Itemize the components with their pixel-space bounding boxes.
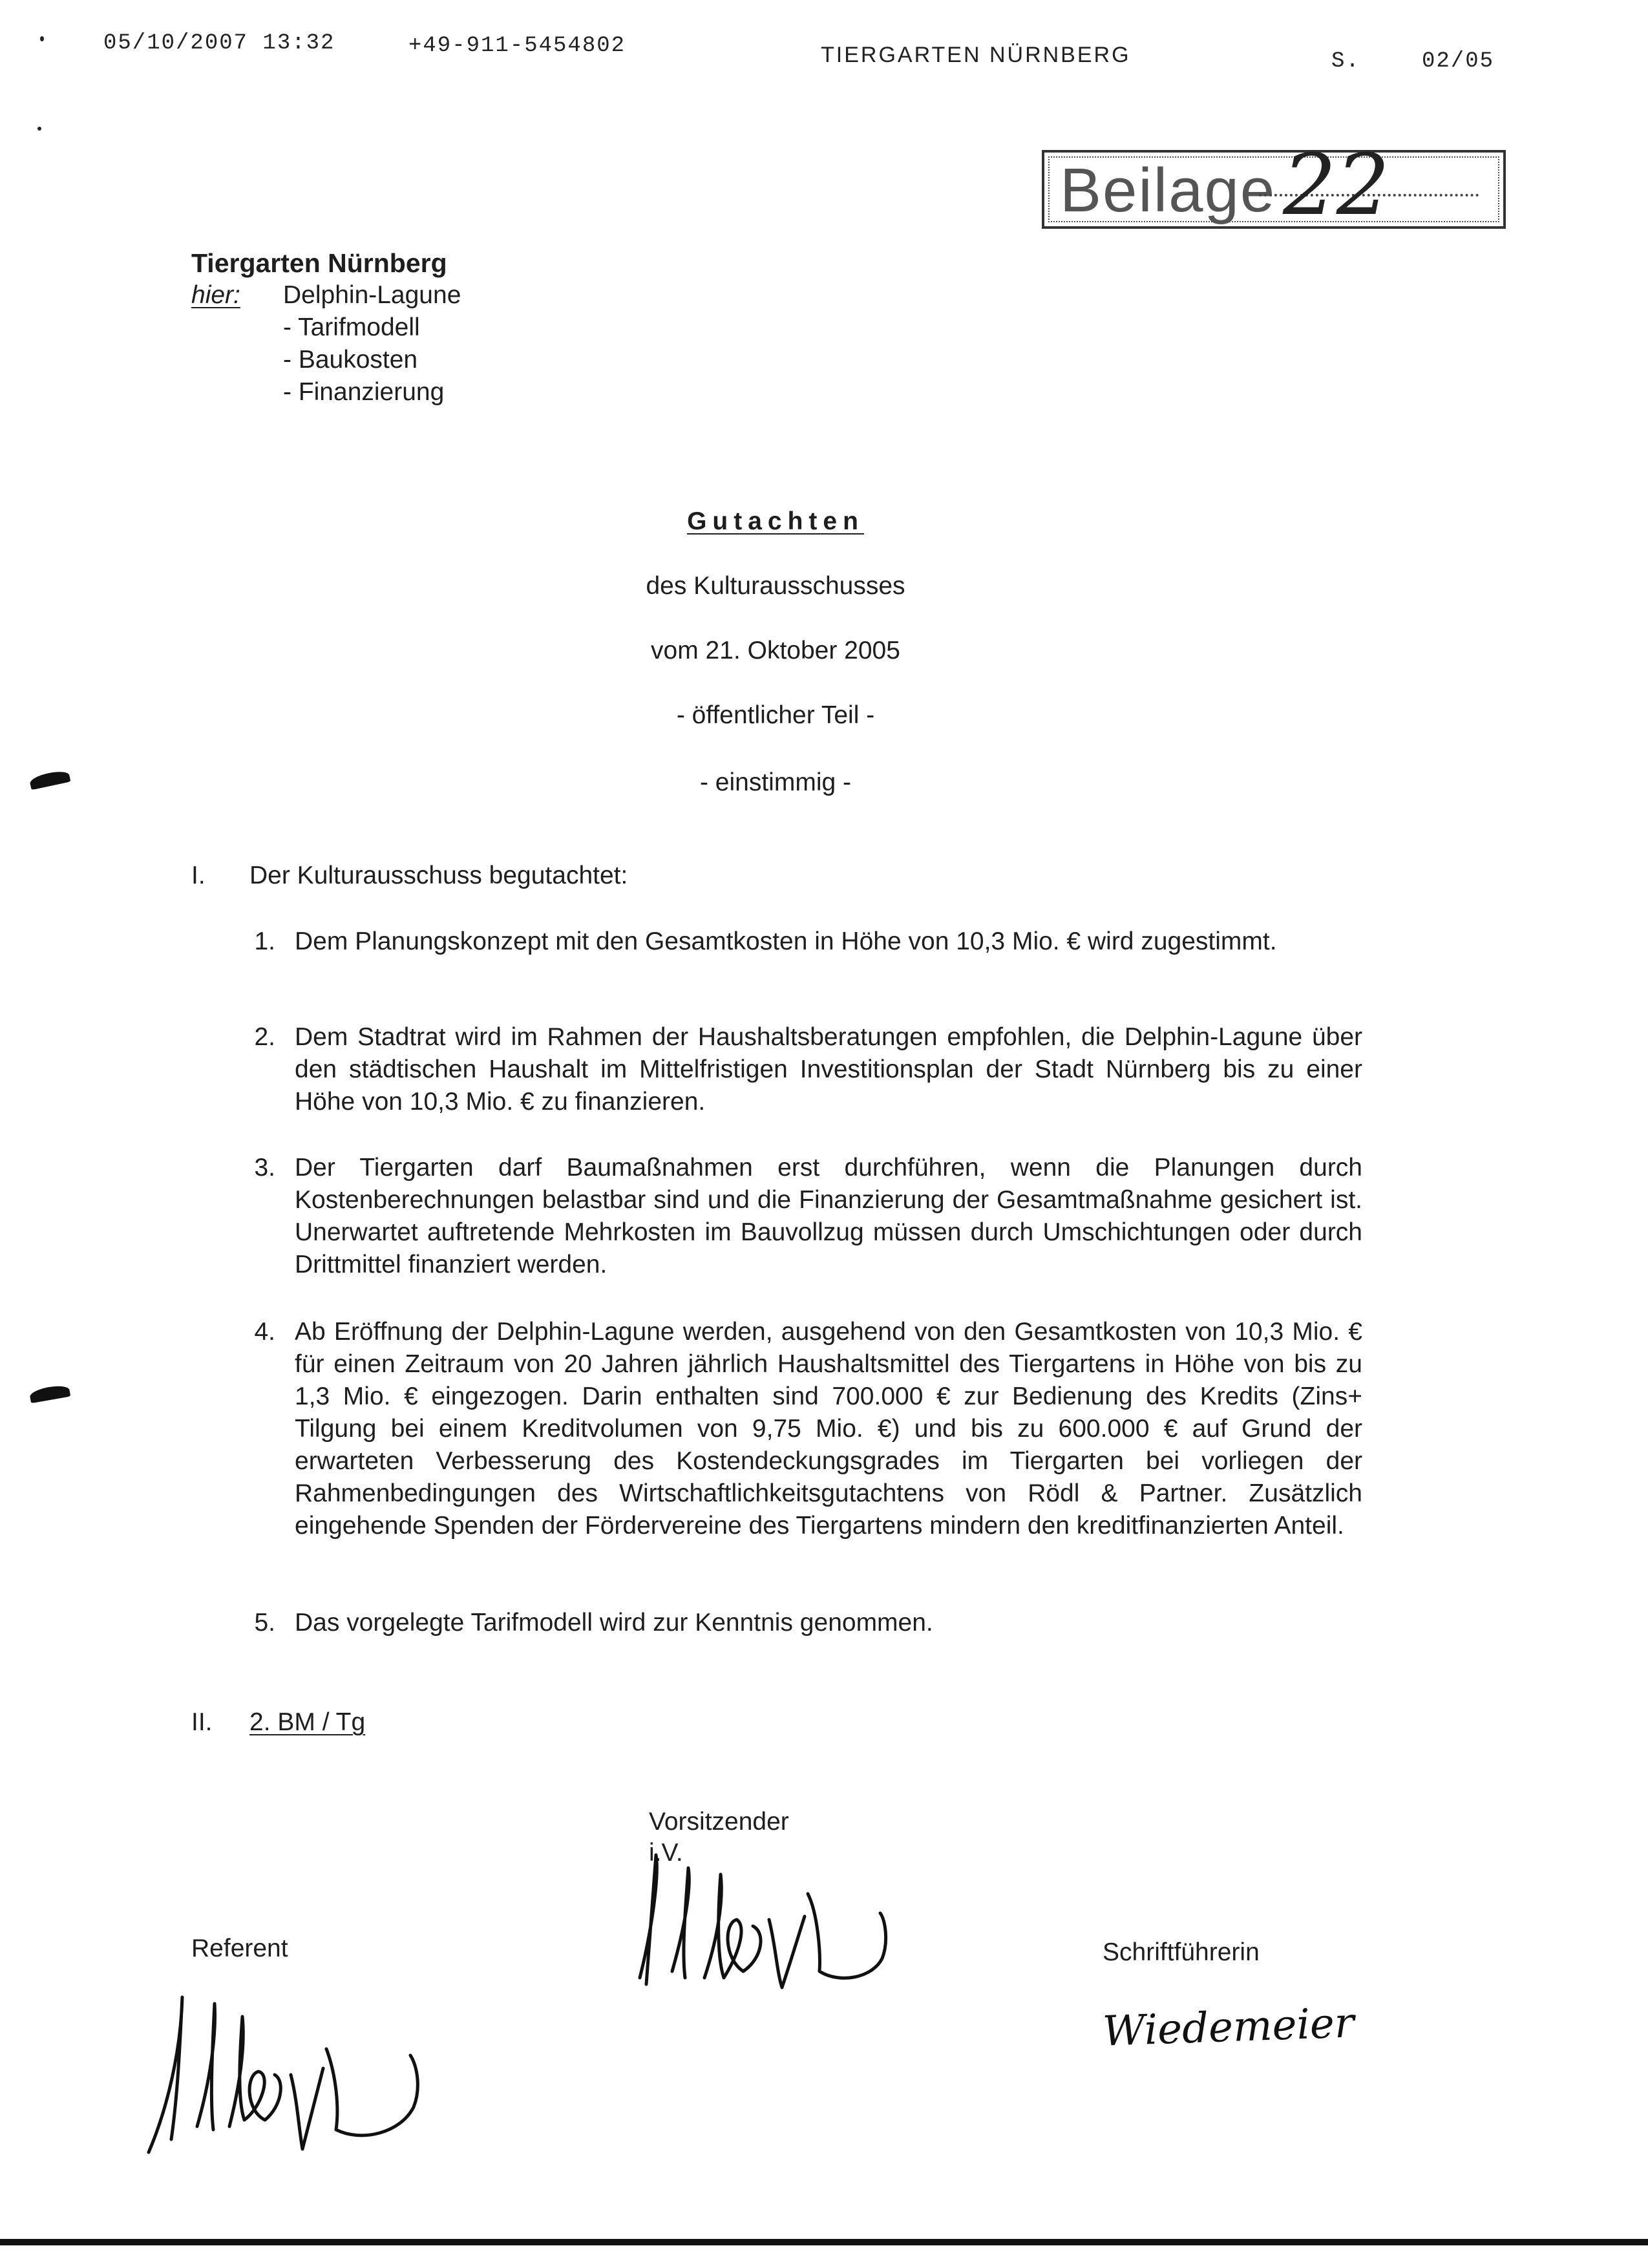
clerk-signature-text: Wiedemeier [1101, 1999, 1355, 2056]
title-committee: des Kulturausschusses [646, 572, 905, 600]
fax-sender: TIERGARTEN NÜRNBERG [821, 43, 1131, 67]
title-unanimous: - einstimmig - [699, 768, 852, 796]
subject: Delphin-Lagune [283, 281, 461, 309]
fax-page: 02/05 [1422, 49, 1495, 74]
punch-mark [29, 769, 71, 790]
org-name: Tiergarten Nürnberg [191, 248, 447, 278]
item-4-number: 4. [254, 1318, 275, 1346]
scan-speck [37, 127, 41, 131]
referent-label: Referent [191, 1934, 288, 1962]
section-1-intro: Der Kulturausschuss begutachtet: [249, 862, 628, 889]
item-3-number: 3. [254, 1154, 275, 1182]
fax-datetime: 05/10/2007 13:32 [103, 31, 335, 56]
fax-phone: +49-911-5454802 [408, 34, 626, 58]
section-2-text: 2. BM / Tg [249, 1708, 366, 1736]
subject-item-baukosten: - Baukosten [283, 346, 418, 374]
clerk-label: Schriftführerin [1103, 1938, 1260, 1966]
subject-item-finanzierung: - Finanzierung [283, 378, 445, 406]
item-5-text: Das vorgelegte Tarifmodell wird zur Kenntnis genommen. [295, 1609, 933, 1637]
item-5-number: 5. [254, 1609, 275, 1637]
clerk-signature [1102, 1999, 1355, 2056]
subject-item-tarifmodell: - Tarifmodell [283, 313, 420, 341]
section-2-numeral: II. [191, 1708, 213, 1736]
section-1-numeral: I. [191, 862, 206, 889]
chair-signature [627, 1849, 924, 2010]
item-2-text: Dem Stadtrat wird im Rahmen der Haushaltsberatungen empfohlen, die Delphin-Lagune über den städtischen Haushalt im Mittelfristigen Investitionsplan der Stadt Nürnberg bis zu einer Höhe von 10,3 Mio. € zu finanzieren. [295, 1023, 1362, 1116]
scan-speck [40, 36, 44, 41]
title-date: vom 21. Oktober 2005 [651, 637, 900, 664]
title-public-part: - öffentlicher Teil - [676, 701, 875, 729]
chair-label: Vorsitzender [649, 1808, 789, 1836]
fax-page-prefix: S. [1331, 49, 1360, 74]
referent-signature [142, 1978, 465, 2159]
item-1-number: 1. [254, 927, 275, 955]
item-1-text: Dem Planungskonzept mit den Gesamtkosten in Höhe von 10,3 Mio. € wird zugestimmt. [295, 927, 1277, 955]
beilage-stamp-label: Beilage [1060, 156, 1276, 225]
document-title: Gutachten [687, 507, 864, 535]
beilage-stamp-number: 22 [1283, 136, 1390, 234]
fax-bottom-edge [0, 2239, 1648, 2245]
punch-mark [29, 1384, 71, 1403]
item-2-number: 2. [254, 1023, 275, 1051]
item-3-text: Der Tiergarten darf Baumaßnahmen erst durchführen, wenn die Planungen durch Kostenberechnungen belastbar sind und die Finanzierung der Gesamtmaßnahme gesichert ist. Unerwartet auftretende Mehrkosten im Bauvollzug müssen durch Umschichtungen oder durch Drittmittel finanziert werden. [295, 1154, 1362, 1278]
item-4-text: Ab Eröffnung der Delphin-Lagune werden, ausgehend von den Gesamtkosten von 10,3 Mio. € für einen Zeitraum von 20 Jahren jährlich Haushaltsmittel des Tiergartens in Höhe von bis zu 1,3 Mio. € eingezogen. Darin enthalten sind 700.000 € zur Bedienung des Kredits (Zins+ Tilgung bei einem Kreditvolumen von 9,75 Mio. €) und bis zu 600.000 € auf Grund der erwarteten Verbesserung des Kostendeckungsgrades im Tiergarten bei vorliegen der Rahmenbedingungen des Wirtschaftlichkeitsgutachtens von Rödl & Partner. Zusätzlich eingehende Spenden der Fördervereine des Tiergartens mindern den kreditfinanzierten Anteil. [295, 1318, 1362, 1540]
hier-label: hier: [191, 281, 240, 309]
chair-on-behalf: i.V. [649, 1839, 683, 1867]
